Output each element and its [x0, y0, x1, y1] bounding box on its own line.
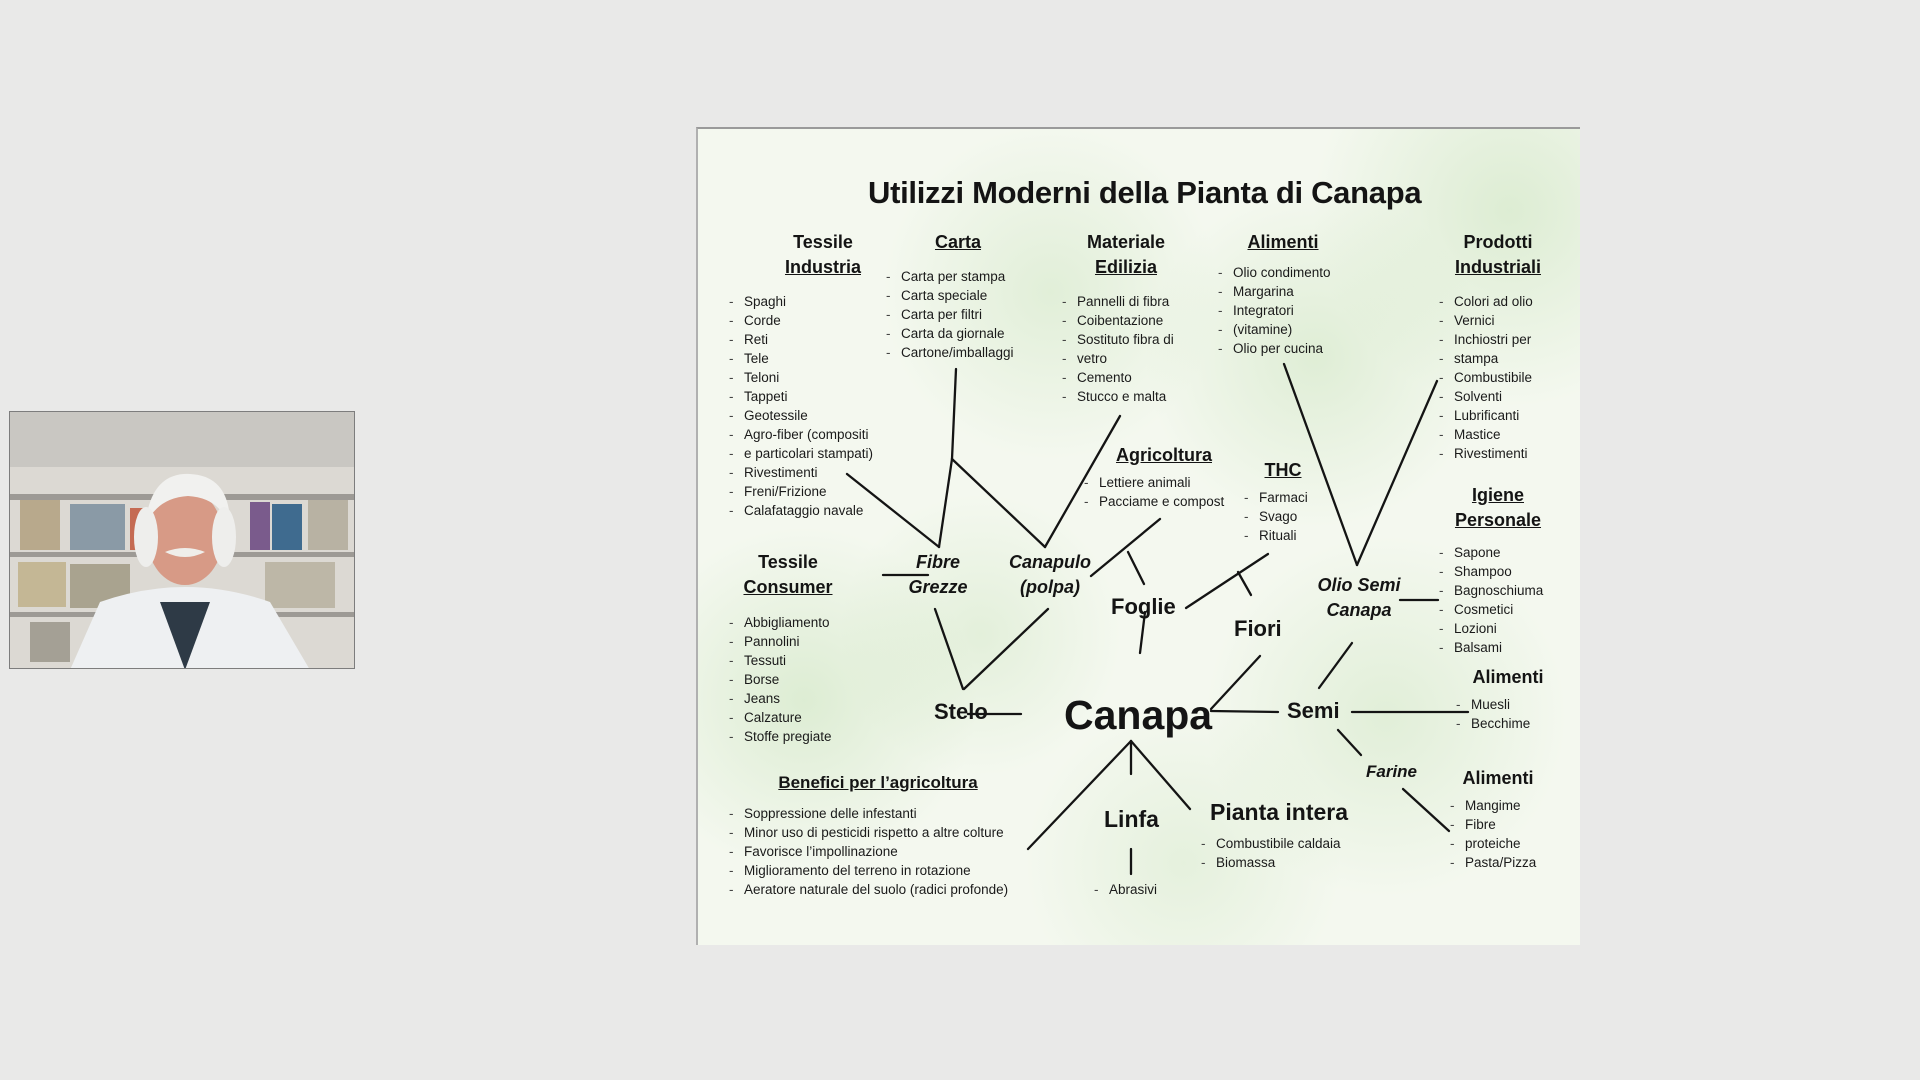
- thc-list: [1244, 488, 1308, 545]
- slide-title: Utilizzi Moderni della Pianta di Canapa: [868, 175, 1422, 210]
- fibre-grezze-line1: Fibre: [915, 552, 960, 572]
- list-item: - Balsami: [1439, 638, 1543, 657]
- list-item: - Biomassa: [1201, 853, 1341, 872]
- list-item: - Geotessile: [729, 406, 873, 425]
- list-item: - Coibentazione: [1062, 311, 1174, 330]
- list-item: - Sostituto fibra di: [1062, 330, 1174, 349]
- agricoltura-heading: Agricoltura: [1115, 445, 1212, 465]
- list-item: - vetro: [1062, 349, 1174, 368]
- igiene-personale-heading-line1: Igiene: [1471, 485, 1524, 505]
- linfa-node: Linfa: [1104, 806, 1159, 832]
- list-item: - Carta da giornale: [886, 324, 1014, 343]
- list-item: - Lozioni: [1439, 619, 1543, 638]
- list-item: - Lubrificanti: [1439, 406, 1533, 425]
- list-item: - Reti: [729, 330, 873, 349]
- list-item: - Calzature: [729, 708, 832, 727]
- canapulo-line2: (polpa): [1020, 577, 1080, 597]
- list-item: - Carta per stampa: [886, 267, 1014, 286]
- pianta-intera-list: [1201, 834, 1341, 872]
- tessile-industria-list: [729, 292, 873, 520]
- alimenti-farine-heading: Alimenti: [1462, 768, 1534, 788]
- stelo-node: Stelo: [934, 699, 988, 724]
- list-item: - Agro-fiber (compositi: [729, 425, 873, 444]
- list-item: - proteiche: [1450, 834, 1536, 853]
- list-item: - Pasta/Pizza: [1450, 853, 1536, 872]
- materiale-edilizia-heading-line1: Materiale: [1086, 232, 1166, 252]
- list-item: - Vernici: [1439, 311, 1533, 330]
- prodotti-industriali-list: [1439, 292, 1533, 463]
- list-item: - Olio per cucina: [1218, 339, 1331, 358]
- agricoltura-list: [1084, 473, 1224, 511]
- canapulo-node: [1000, 550, 1100, 600]
- alimenti-semi-list: [1456, 695, 1530, 733]
- prodotti-industriali-heading-line2: Industriali: [1454, 257, 1541, 277]
- tessile-consumer-list: [729, 613, 832, 746]
- list-item: - Borse: [729, 670, 832, 689]
- list-item: - Tele: [729, 349, 873, 368]
- list-item: - Lettiere animali: [1084, 473, 1224, 492]
- igiene-personale-heading-line2: Personale: [1454, 510, 1542, 530]
- prodotti-industriali-heading: [1443, 230, 1553, 280]
- igiene-personale-heading: [1443, 483, 1553, 533]
- list-item: - Spaghi: [729, 292, 873, 311]
- list-item: - Minor uso di pesticidi rispetto a altre colture: [729, 823, 1008, 842]
- igiene-personale-list: [1439, 543, 1543, 657]
- webcam-video-feed: [9, 411, 355, 669]
- list-item: - Inchiostri per: [1439, 330, 1533, 349]
- list-item: - Aeratore naturale del suolo (radici profonde): [729, 880, 1008, 899]
- list-item: - Colori ad olio: [1439, 292, 1533, 311]
- list-item: - Teloni: [729, 368, 873, 387]
- list-item: - Cosmetici: [1439, 600, 1543, 619]
- list-item: - Bagnoschiuma: [1439, 581, 1543, 600]
- tessile-consumer-heading-line1: Tessile: [758, 552, 818, 572]
- semi-node: Semi: [1287, 698, 1340, 723]
- list-item: - Fibre: [1450, 815, 1536, 834]
- canapa-center-node: Canapa: [1064, 692, 1213, 738]
- farine-node: Farine: [1366, 762, 1418, 781]
- list-item: - Freni/Frizione: [729, 482, 873, 501]
- alimenti-oil-list: [1218, 263, 1331, 358]
- foglie-node: Foglie: [1111, 594, 1176, 619]
- list-item: - Miglioramento del terreno in rotazione: [729, 861, 1008, 880]
- list-item: - Shampoo: [1439, 562, 1543, 581]
- pianta-intera-node: Pianta intera: [1210, 799, 1349, 825]
- list-item: - Stucco e malta: [1062, 387, 1174, 406]
- list-item: - Rivestimenti: [729, 463, 873, 482]
- carta-list: [886, 267, 1014, 362]
- list-item: - Sapone: [1439, 543, 1543, 562]
- list-item: - Farmaci: [1244, 488, 1308, 507]
- list-item: - Solventi: [1439, 387, 1533, 406]
- list-item: - stampa: [1439, 349, 1533, 368]
- list-item: - Favorisce l’impollinazione: [729, 842, 1008, 861]
- list-item: - Stoffe pregiate: [729, 727, 832, 746]
- list-item: - Muesli: [1456, 695, 1530, 714]
- olio-semi-line1: Olio Semi: [1317, 575, 1401, 595]
- list-item: - Abbigliamento: [729, 613, 832, 632]
- tessile-industria-heading-line2: Industria: [784, 257, 861, 277]
- list-item: - Tessuti: [729, 651, 832, 670]
- list-item: - Mastice: [1439, 425, 1533, 444]
- materiale-edilizia-heading-line2: Edilizia: [1094, 257, 1157, 277]
- fibre-grezze-line2: Grezze: [908, 577, 968, 597]
- list-item: - Svago: [1244, 507, 1308, 526]
- list-item: - Combustibile: [1439, 368, 1533, 387]
- fiori-node: Fiori: [1234, 616, 1282, 641]
- list-item: - Margarina: [1218, 282, 1331, 301]
- tessile-consumer-heading: [733, 550, 843, 600]
- list-item: - Pacciame e compost: [1084, 492, 1224, 511]
- alimenti-oil-heading: Alimenti: [1247, 232, 1319, 252]
- alimenti-semi-heading: Alimenti: [1472, 667, 1544, 687]
- olio-semi-node: [1309, 573, 1409, 623]
- prodotti-industriali-heading-line1: Prodotti: [1463, 232, 1533, 252]
- list-item: - Cemento: [1062, 368, 1174, 387]
- benefici-heading: Benefici per l’agricoltura: [778, 773, 978, 792]
- hemp-uses-slide: [696, 127, 1580, 945]
- thc-heading: THC: [1264, 460, 1302, 480]
- list-item: - Cartone/imballaggi: [886, 343, 1014, 362]
- list-item: - Olio condimento: [1218, 263, 1331, 282]
- list-item: - Jeans: [729, 689, 832, 708]
- list-item: - e particolari stampati): [729, 444, 873, 463]
- linfa-list: [1094, 880, 1157, 899]
- list-item: - Rivestimenti: [1439, 444, 1533, 463]
- canapulo-line1: Canapulo: [1008, 552, 1091, 572]
- olio-semi-line2: Canapa: [1326, 600, 1392, 620]
- list-item: - Carta per filtri: [886, 305, 1014, 324]
- benefici-list: [729, 804, 1008, 899]
- carta-heading: Carta: [934, 232, 982, 252]
- list-item: - Pannelli di fibra: [1062, 292, 1174, 311]
- list-item: - Integratori: [1218, 301, 1331, 320]
- fibre-grezze-node: [893, 550, 983, 600]
- tessile-industria-heading: [768, 230, 878, 280]
- list-item: - Combustibile caldaia: [1201, 834, 1341, 853]
- materiale-edilizia-heading: [1066, 230, 1186, 280]
- presenter-image: [10, 412, 355, 669]
- list-item: - Pannolini: [729, 632, 832, 651]
- list-item: - (vitamine): [1218, 320, 1331, 339]
- materiale-edilizia-list: [1062, 292, 1174, 406]
- tessile-consumer-heading-line2: Consumer: [743, 577, 833, 597]
- list-item: - Corde: [729, 311, 873, 330]
- list-item: - Becchime: [1456, 714, 1530, 733]
- list-item: - Rituali: [1244, 526, 1308, 545]
- list-item: - Tappeti: [729, 387, 873, 406]
- list-item: - Abrasivi: [1094, 880, 1157, 899]
- list-item: - Mangime: [1450, 796, 1536, 815]
- list-item: - Carta speciale: [886, 286, 1014, 305]
- list-item: - Calafataggio navale: [729, 501, 873, 520]
- alimenti-farine-list: [1450, 796, 1536, 872]
- tessile-industria-heading-line1: Tessile: [793, 232, 853, 252]
- list-item: - Soppressione delle infestanti: [729, 804, 1008, 823]
